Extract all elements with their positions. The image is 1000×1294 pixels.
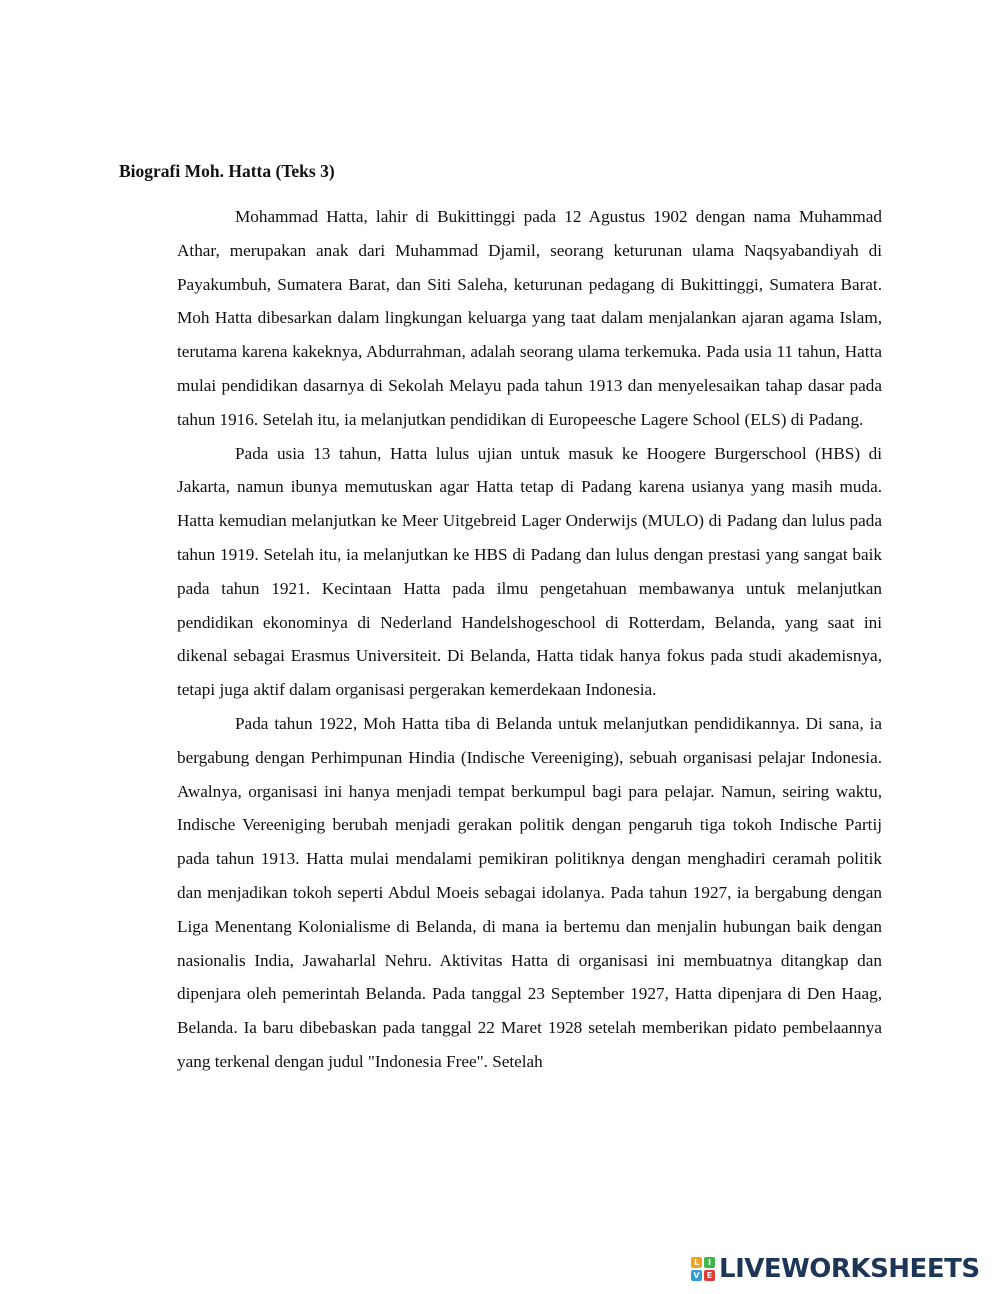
liveworksheets-logo [691, 1255, 980, 1283]
logo-mark-icon [691, 1257, 715, 1281]
logo-wordmark: LIVEWORKSHEETS [719, 1254, 980, 1284]
document-body [177, 200, 882, 1079]
logo-letter-l: L [691, 1257, 702, 1268]
paragraph-3: Pada tahun 1922, Moh Hatta tiba di Belanda untuk melanjutkan pendidikannya. Di sana, ia bergabung dengan Perhimpunan Hindia (Indische Vereeniging), sebuah organisasi pelajar Indonesia. Awalnya, organisasi ini hanya menjadi tempat berkumpul bagi para pelajar. Namun, seiring waktu, Indische Vereeniging berubah menjadi gerakan politik dengan pengaruh tiga tokoh Indische Partij pada tahun 1913. Hatta mulai mendalami pemikiran politiknya dengan menghadiri ceramah politik dan menjadikan tokoh seperti Abdul Moeis sebagai idolanya. Pada tahun 1927, ia bergabung dengan Liga Menentang Kolonialisme di Belanda, di mana ia bertemu dan menjalin hubungan baik dengan nasionalis India, Jawaharlal Nehru. Aktivitas Hatta di organisasi ini membuatnya ditangkap dan dipenjara oleh pemerintah Belanda. Pada tanggal 23 September 1927, Hatta dipenjara di Den Haag, Belanda. Ia baru dibebaskan pada tanggal 22 Maret 1928 setelah memberikan pidato pembelaannya yang terkenal dengan judul "Indonesia Free". Setelah [177, 713, 882, 1071]
paragraph-1: Mohammad Hatta, lahir di Bukittinggi pada 12 Agustus 1902 dengan nama Muhammad Athar, merupakan anak dari Muhammad Djamil, seorang keturunan ulama Naqsyabandiyah di Payakumbuh, Sumatera Barat, dan Siti Saleha, keturunan pedagang di Bukittinggi, Sumatera Barat. Moh Hatta dibesarkan dalam lingkungan keluarga yang taat dalam menjalankan ajaran agama Islam, terutama karena kakeknya, Abdurrahman, adalah seorang ulama terkemuka. Pada usia 11 tahun, Hatta mulai pendidikan dasarnya di Sekolah Melayu pada tahun 1913 dan menyelesaikan tahap dasar pada tahun 1916. Setelah itu, ia melanjutkan pendidikan di Europeesche Lagere School (ELS) di Padang. [177, 207, 882, 429]
paragraph-2: Pada usia 13 tahun, Hatta lulus ujian untuk masuk ke Hoogere Burgerschool (HBS) di Jakarta, namun ibunya memutuskan agar Hatta tetap di Padang karena usianya yang masih muda. Hatta kemudian melanjutkan ke Meer Uitgebreid Lager Onderwijs (MULO) di Padang dan lulus pada tahun 1919. Setelah itu, ia melanjutkan ke HBS di Padang dan lulus dengan prestasi yang sangat baik pada tahun 1921. Kecintaan Hatta pada ilmu pengetahuan membawanya untuk melanjutkan pendidikan ekonominya di Nederland Handelshogeschool di Rotterdam, Belanda, yang saat ini dikenal sebagai Erasmus Universiteit. Di Belanda, Hatta tidak hanya fokus pada studi akademisnya, tetapi juga aktif dalam organisasi pergerakan kemerdekaan Indonesia. [177, 443, 882, 700]
logo-letter-e: E [704, 1270, 715, 1281]
logo-letter-i: I [704, 1257, 715, 1268]
document-title: Biografi Moh. Hatta (Teks 3) [119, 161, 335, 181]
logo-letter-v: V [691, 1270, 702, 1281]
